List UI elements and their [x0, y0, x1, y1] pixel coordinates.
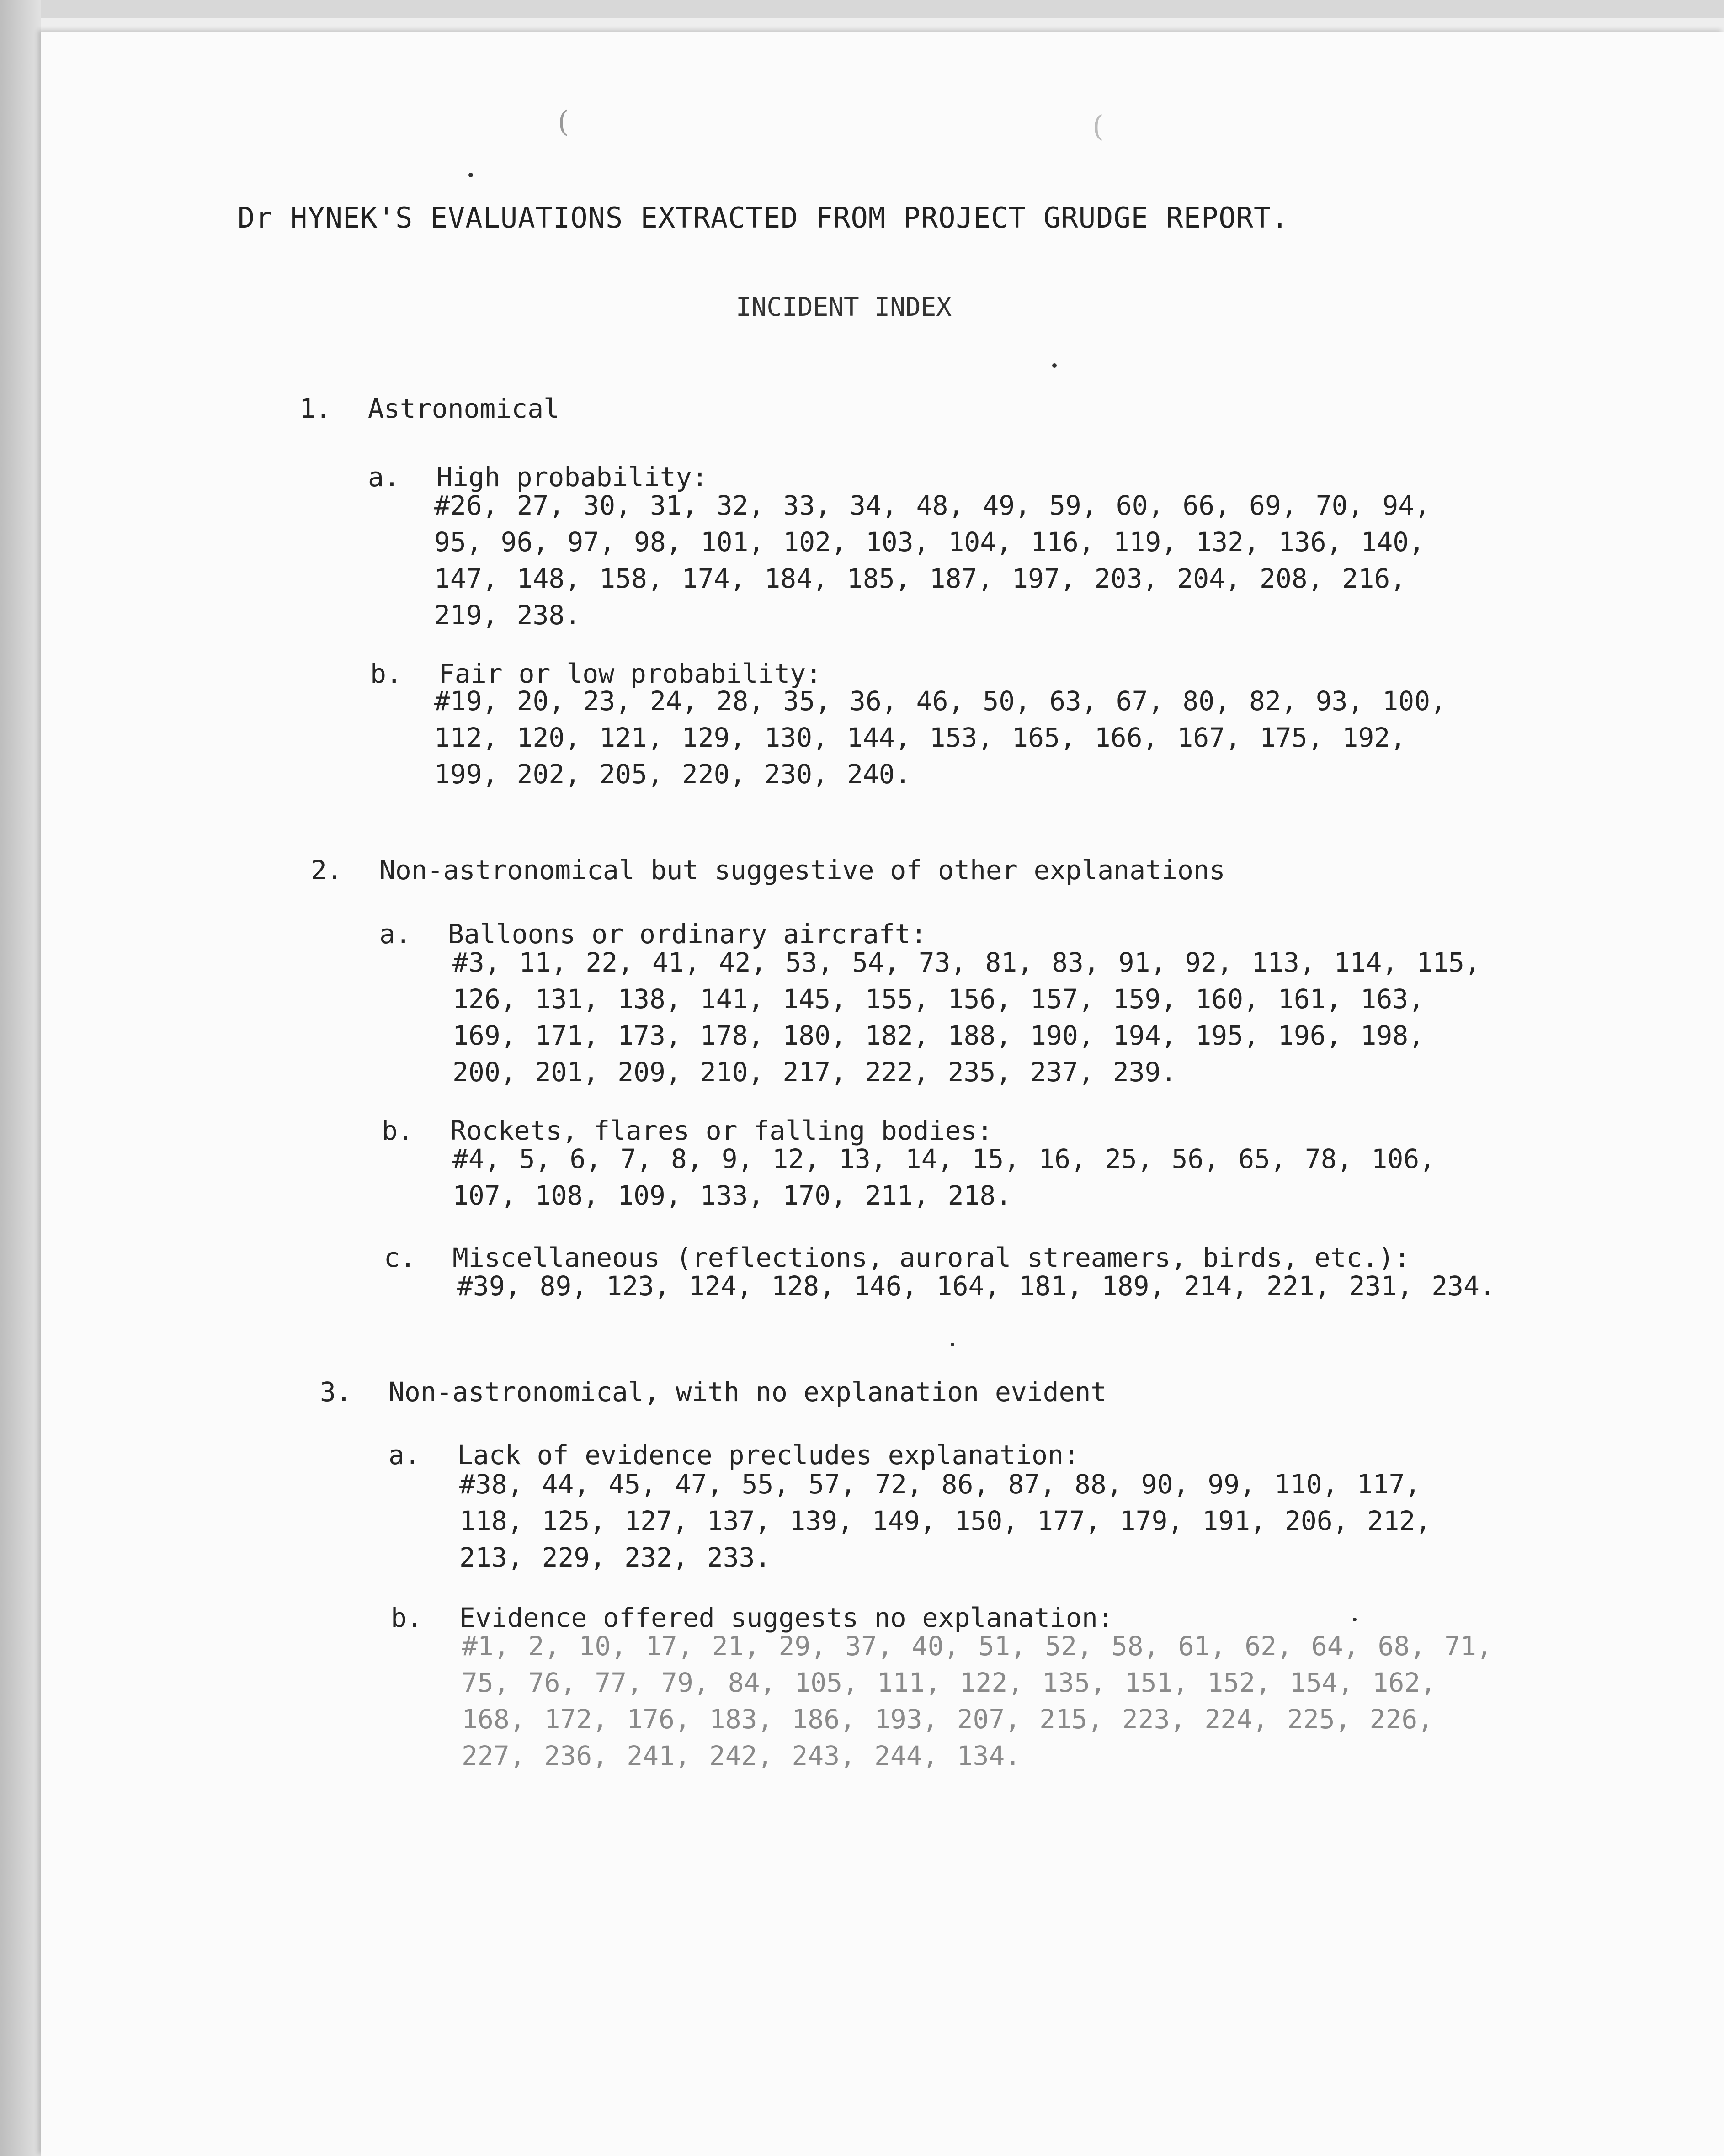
subsection-label: High probability:	[436, 462, 708, 493]
scan-dot	[1052, 363, 1057, 368]
section-heading	[299, 393, 559, 424]
incident-list: #4, 5, 6, 7, 8, 9, 12, 13, 14, 15, 16, 25, 56, 65, 78, 106, 107, 108, 109, 133, 170, 211, 218.	[452, 1143, 1436, 1211]
scan-top-border	[0, 0, 1724, 18]
subsection-label: Miscellaneous (reflections, auroral streamers, birds, etc.):	[452, 1242, 1410, 1273]
incident-list: #3, 11, 22, 41, 42, 53, 54, 73, 81, 83, 91, 92, 113, 114, 115, 126, 131, 138, 141, 145, 155, 156, 157, 159, 160, 161, 163, 169, 171, 173, 178, 180, 182, 188, 190, 194, 195, 196, 198, 200, 201, 209, 210, 217, 222, 235, 237, 239.	[452, 947, 1480, 1088]
subsection-label: Lack of evidence precludes explanation:	[457, 1439, 1080, 1471]
subsection-label: Fair or low probability:	[439, 658, 822, 689]
subsection-label: Rockets, flares or falling bodies:	[450, 1115, 993, 1146]
scan-dot	[1353, 1618, 1357, 1621]
section-heading	[320, 1376, 1107, 1407]
incident-list: #38, 44, 45, 47, 55, 57, 72, 86, 87, 88, 90, 99, 110, 117, 118, 125, 127, 137, 139, 149, 150, 177, 179, 191, 206, 212, 213, 229, 232, 233.	[459, 1469, 1431, 1573]
scan-dot	[951, 1343, 954, 1346]
section-title: Astronomical	[368, 393, 560, 424]
incident-list: #1, 2, 10, 17, 21, 29, 37, 40, 51, 52, 58, 61, 62, 64, 68, 71, 75, 76, 77, 79, 84, 105, 111, 122, 135, 151, 152, 154, 162, 168, 172, 176, 183, 186, 193, 207, 215, 223, 224, 225, 226, 227, 236, 241, 242, 243, 244, 134.	[462, 1630, 1492, 1771]
section-title: Non-astronomical but suggestive of other explanations	[379, 855, 1225, 886]
subsection-letter: a.	[368, 462, 400, 493]
subsection-letter: b.	[382, 1115, 414, 1146]
scan-left-border	[0, 0, 41, 2156]
subsection-letter: a.	[379, 919, 411, 950]
document-page	[41, 32, 1724, 2156]
incident-list: #39, 89, 123, 124, 128, 146, 164, 181, 189, 214, 221, 231, 234.	[457, 1270, 1495, 1301]
scan-mark: (	[1092, 110, 1104, 143]
incident-list: #19, 20, 23, 24, 28, 35, 36, 46, 50, 63, 67, 80, 82, 93, 100, 112, 120, 121, 129, 130, 144, 153, 165, 166, 167, 175, 192, 199, 202, 205, 220, 230, 240.	[434, 685, 1447, 790]
section-number: 2.	[311, 855, 343, 886]
subsection-label: Evidence offered suggests no explanation:	[459, 1602, 1114, 1633]
section-number: 1.	[299, 393, 331, 424]
section-heading	[311, 855, 1225, 886]
document-title: Dr HYNEK'S EVALUATIONS EXTRACTED FROM PROJECT GRUDGE REPORT.	[238, 201, 1289, 234]
incident-list: #26, 27, 30, 31, 32, 33, 34, 48, 49, 59, 60, 66, 69, 70, 94, 95, 96, 97, 98, 101, 102, 103, 104, 116, 119, 132, 136, 140, 147, 148, 158, 174, 184, 185, 187, 197, 203, 204, 208, 216, 219, 238.	[434, 490, 1431, 631]
subsection-letter: b.	[370, 658, 402, 689]
subsection-label: Balloons or ordinary aircraft:	[448, 919, 927, 950]
section-title: Non-astronomical, with no explanation evident	[388, 1376, 1107, 1407]
section-number: 3.	[320, 1376, 352, 1407]
subsection-letter: b.	[391, 1602, 423, 1633]
scan-dot	[468, 173, 473, 177]
subsection-letter: c.	[384, 1242, 416, 1273]
subsection-letter: a.	[388, 1439, 420, 1471]
document-subtitle: INCIDENT INDEX	[736, 292, 952, 322]
scan-mark: (	[558, 105, 569, 139]
